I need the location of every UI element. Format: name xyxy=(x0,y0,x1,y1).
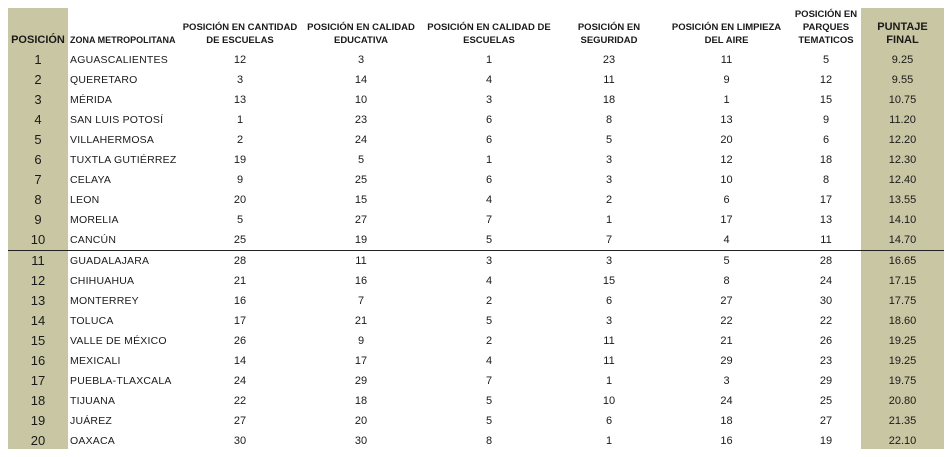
header-security: POSICIÓN EN SEGURIDAD xyxy=(577,22,641,46)
school-quality-cell: 8 xyxy=(485,435,493,447)
theme-parks-cell: 29 xyxy=(819,375,833,387)
table-row xyxy=(8,190,944,210)
security-cell: 15 xyxy=(602,275,616,287)
table-row xyxy=(8,271,944,291)
school-quality-cell: 5 xyxy=(485,415,493,427)
final-score-cell: 17.15 xyxy=(888,275,917,287)
final-score-cell: 17.75 xyxy=(888,295,917,307)
zone-cell: LEON xyxy=(70,194,100,206)
zone-cell: TOLUCA xyxy=(70,315,114,327)
air-cleanliness-cell: 16 xyxy=(720,435,733,447)
table-row xyxy=(8,90,944,110)
zone-cell: AGUASCALIENTES xyxy=(70,54,168,66)
table-row xyxy=(8,110,944,130)
theme-parks-cell: 6 xyxy=(822,134,830,146)
theme-parks-cell: 13 xyxy=(819,214,833,226)
security-cell: 18 xyxy=(602,94,616,106)
security-cell: 5 xyxy=(605,134,613,146)
position-cell: 8 xyxy=(34,192,42,207)
theme-parks-cell: 17 xyxy=(819,194,833,206)
table-row xyxy=(8,291,944,311)
position-cell: 11 xyxy=(31,253,45,268)
position-cell: 16 xyxy=(30,353,46,368)
security-cell: 3 xyxy=(605,315,613,327)
air-cleanliness-cell: 8 xyxy=(723,275,730,287)
schools-quantity-cell: 9 xyxy=(236,174,244,186)
final-score-cell: 21.35 xyxy=(888,415,917,427)
position-cell: 20 xyxy=(30,433,46,448)
educational-quality-cell: 29 xyxy=(354,375,368,387)
school-quality-cell: 1 xyxy=(485,54,493,66)
security-cell: 11 xyxy=(603,355,615,367)
final-score-cell: 22.10 xyxy=(888,435,917,447)
table-row xyxy=(8,311,944,331)
position-cell: 18 xyxy=(30,393,46,408)
final-score-cell: 14.10 xyxy=(888,214,917,226)
schools-quantity-cell: 17 xyxy=(233,315,247,327)
schools-quantity-cell: 27 xyxy=(233,415,247,427)
position-cell: 7 xyxy=(34,172,42,187)
final-score-cell: 18.60 xyxy=(888,315,917,327)
air-cleanliness-cell: 20 xyxy=(720,134,733,146)
air-cleanliness-cell: 21 xyxy=(720,335,733,347)
position-cell: 14 xyxy=(30,313,46,328)
school-quality-cell: 6 xyxy=(485,174,493,186)
zone-cell: TIJUANA xyxy=(70,395,116,407)
security-cell: 11 xyxy=(603,74,615,86)
school-quality-cell: 6 xyxy=(485,114,493,126)
table-row xyxy=(8,251,944,272)
schools-quantity-cell: 1 xyxy=(236,114,244,126)
educational-quality-cell: 10 xyxy=(354,94,368,106)
position-cell: 3 xyxy=(34,92,42,107)
security-cell: 1 xyxy=(605,214,613,226)
position-cell: 9 xyxy=(34,212,42,227)
schools-quantity-cell: 16 xyxy=(233,295,247,307)
educational-quality-cell: 7 xyxy=(357,295,365,307)
final-score-cell: 19.25 xyxy=(888,335,917,347)
table-row xyxy=(8,371,944,391)
zone-cell: JUÁREZ xyxy=(70,415,113,427)
ranking-table xyxy=(8,8,944,451)
security-cell: 3 xyxy=(605,255,613,267)
final-score-cell: 19.75 xyxy=(888,375,917,387)
air-cleanliness-cell: 10 xyxy=(720,174,733,186)
school-quality-cell: 3 xyxy=(485,255,493,267)
zone-cell: TUXTLA GUTIÉRREZ xyxy=(70,154,177,166)
header-theme-parks: POSICIÓN EN PARQUES TEMATICOS xyxy=(794,9,858,46)
theme-parks-cell: 24 xyxy=(819,275,833,287)
air-cleanliness-cell: 6 xyxy=(723,194,730,206)
theme-parks-cell: 18 xyxy=(819,154,833,166)
educational-quality-cell: 21 xyxy=(354,315,368,327)
theme-parks-cell: 19 xyxy=(819,435,833,447)
air-cleanliness-cell: 4 xyxy=(662,230,791,251)
security-cell: 23 xyxy=(602,54,616,66)
security-cell: 3 xyxy=(605,174,613,186)
security-cell: 11 xyxy=(603,335,615,347)
final-score-cell: 12.40 xyxy=(888,174,917,186)
schools-quantity-cell: 14 xyxy=(233,355,247,367)
air-cleanliness-cell: 29 xyxy=(720,355,733,367)
position-cell: 1 xyxy=(34,52,42,67)
final-score-cell: 14.70 xyxy=(861,230,944,251)
school-quality-cell: 2 xyxy=(485,335,493,347)
position-cell: 4 xyxy=(34,112,42,127)
school-quality-cell: 5 xyxy=(485,315,493,327)
theme-parks-cell: 25 xyxy=(819,395,833,407)
security-cell: 1 xyxy=(605,435,613,447)
school-quality-cell: 7 xyxy=(485,214,493,226)
final-score-cell: 12.30 xyxy=(888,154,917,166)
table-row xyxy=(8,331,944,351)
table-row xyxy=(8,170,944,190)
theme-parks-cell: 12 xyxy=(819,74,833,86)
header-schools-quantity: POSICIÓN EN CANTIDAD DE ESCUELAS xyxy=(182,22,298,46)
educational-quality-cell: 15 xyxy=(354,194,368,206)
air-cleanliness-cell: 27 xyxy=(720,295,733,307)
table-row xyxy=(8,411,944,431)
security-cell: 6 xyxy=(605,295,613,307)
table-row xyxy=(8,130,944,150)
position-cell: 12 xyxy=(30,273,46,288)
air-cleanliness-cell: 18 xyxy=(720,415,733,427)
school-quality-cell: 4 xyxy=(485,275,493,287)
air-cleanliness-cell: 1 xyxy=(723,94,730,106)
zone-cell: PUEBLA-TLAXCALA xyxy=(70,375,172,387)
header-position: POSICIÓN xyxy=(11,34,65,46)
school-quality-cell: 4 xyxy=(485,355,493,367)
zone-cell: VALLE DE MÉXICO xyxy=(70,335,167,347)
schools-quantity-cell: 28 xyxy=(233,255,247,267)
security-cell: 10 xyxy=(602,395,616,407)
position-cell: 5 xyxy=(34,132,42,147)
educational-quality-cell: 24 xyxy=(354,134,368,146)
schools-quantity-cell: 5 xyxy=(236,214,244,226)
schools-quantity-cell: 21 xyxy=(233,275,247,287)
air-cleanliness-cell: 9 xyxy=(723,74,730,86)
school-quality-cell: 2 xyxy=(485,295,493,307)
zone-cell: OAXACA xyxy=(70,435,115,447)
zone-cell: VILLAHERMOSA xyxy=(70,134,155,146)
position-cell: 6 xyxy=(34,152,42,167)
final-score-cell: 10.75 xyxy=(888,94,917,106)
zone-cell: CHIHUAHUA xyxy=(70,275,135,287)
schools-quantity-cell: 19 xyxy=(233,154,247,166)
educational-quality-cell: 3 xyxy=(357,54,365,66)
zone-cell: MÉRIDA xyxy=(70,94,113,106)
security-cell: 7 xyxy=(556,230,662,251)
table-row xyxy=(8,351,944,371)
table-row xyxy=(8,391,944,411)
school-quality-cell: 3 xyxy=(485,94,493,106)
zone-cell: QUERETARO xyxy=(70,74,138,86)
final-score-cell: 12.20 xyxy=(888,134,917,146)
theme-parks-cell: 30 xyxy=(819,295,833,307)
air-cleanliness-cell: 22 xyxy=(720,315,733,327)
final-score-cell: 20.80 xyxy=(888,395,917,407)
theme-parks-cell: 15 xyxy=(819,94,833,106)
final-score-cell: 9.55 xyxy=(891,74,914,86)
final-score-cell: 16.65 xyxy=(888,255,917,267)
security-cell: 1 xyxy=(605,375,613,387)
theme-parks-cell: 27 xyxy=(819,415,833,427)
school-quality-cell: 6 xyxy=(485,134,493,146)
educational-quality-cell: 20 xyxy=(354,415,368,427)
table-row xyxy=(8,50,944,70)
header-final-score: PUNTAJE FINAL xyxy=(877,21,928,46)
final-score-cell: 11.20 xyxy=(889,114,916,126)
position-cell: 15 xyxy=(30,333,46,348)
table-row xyxy=(8,230,944,251)
educational-quality-cell: 14 xyxy=(354,74,368,86)
school-quality-cell: 4 xyxy=(485,194,493,206)
schools-quantity-cell: 22 xyxy=(233,395,247,407)
schools-quantity-cell: 12 xyxy=(233,54,247,66)
zone-cell: MORELIA xyxy=(70,214,119,226)
theme-parks-cell: 11 xyxy=(791,230,861,251)
schools-quantity-cell: 3 xyxy=(236,74,244,86)
security-cell: 3 xyxy=(605,154,613,166)
educational-quality-cell: 9 xyxy=(357,335,365,347)
air-cleanliness-cell: 11 xyxy=(720,54,733,66)
zone-cell: GUADALAJARA xyxy=(70,255,150,267)
educational-quality-cell: 5 xyxy=(357,154,365,166)
educational-quality-cell: 23 xyxy=(354,114,368,126)
school-quality-cell: 7 xyxy=(485,375,493,387)
table-body xyxy=(8,50,944,451)
educational-quality-cell: 19 xyxy=(300,230,422,251)
theme-parks-cell: 22 xyxy=(819,315,833,327)
final-score-cell: 9.25 xyxy=(891,54,914,66)
educational-quality-cell: 25 xyxy=(354,174,368,186)
educational-quality-cell: 30 xyxy=(354,435,368,447)
position-cell: 13 xyxy=(30,293,46,308)
air-cleanliness-cell: 24 xyxy=(720,395,733,407)
theme-parks-cell: 5 xyxy=(822,54,830,66)
theme-parks-cell: 23 xyxy=(819,355,833,367)
educational-quality-cell: 27 xyxy=(354,214,368,226)
table-row xyxy=(8,150,944,170)
position-cell: 17 xyxy=(30,373,46,388)
position-cell: 2 xyxy=(34,72,42,87)
air-cleanliness-cell: 12 xyxy=(720,154,733,166)
educational-quality-cell: 11 xyxy=(355,255,367,267)
schools-quantity-cell: 30 xyxy=(233,435,247,447)
schools-quantity-cell: 25 xyxy=(180,230,300,251)
position-cell: 10 xyxy=(8,230,68,251)
schools-quantity-cell: 2 xyxy=(236,134,244,146)
header-educational-quality: POSICIÓN EN CALIDAD EDUCATIVA xyxy=(307,22,415,46)
theme-parks-cell: 28 xyxy=(819,255,833,267)
air-cleanliness-cell: 13 xyxy=(720,114,733,126)
theme-parks-cell: 26 xyxy=(819,335,833,347)
zone-cell: MONTERREY xyxy=(70,295,139,307)
educational-quality-cell: 17 xyxy=(354,355,368,367)
theme-parks-cell: 9 xyxy=(822,114,830,126)
security-cell: 6 xyxy=(605,415,613,427)
air-cleanliness-cell: 17 xyxy=(720,214,733,226)
air-cleanliness-cell: 5 xyxy=(723,255,730,267)
table-row xyxy=(8,70,944,90)
zone-cell: SAN LUIS POTOSÍ xyxy=(70,114,164,126)
schools-quantity-cell: 24 xyxy=(233,375,247,387)
header-school-quality: POSICIÓN EN CALIDAD DE ESCUELAS xyxy=(427,22,551,46)
table-row xyxy=(8,431,944,451)
security-cell: 2 xyxy=(605,194,613,206)
table-row xyxy=(8,210,944,230)
schools-quantity-cell: 13 xyxy=(233,94,247,106)
school-quality-cell: 5 xyxy=(485,395,493,407)
school-quality-cell: 4 xyxy=(485,74,493,86)
header-air-cleanliness: POSICIÓN EN LIMPIEZA DEL AIRE xyxy=(671,22,782,46)
educational-quality-cell: 16 xyxy=(354,275,368,287)
school-quality-cell: 1 xyxy=(485,154,493,166)
position-cell: 19 xyxy=(30,413,46,428)
educational-quality-cell: 18 xyxy=(354,395,368,407)
zone-cell: MEXICALI xyxy=(70,355,121,367)
final-score-cell: 13.55 xyxy=(888,194,917,206)
schools-quantity-cell: 26 xyxy=(233,335,247,347)
header-zone: ZONA METROPOLITANA xyxy=(70,35,176,45)
zone-cell: CELAYA xyxy=(70,174,112,186)
air-cleanliness-cell: 3 xyxy=(723,375,730,387)
header-row xyxy=(8,8,944,50)
school-quality-cell: 5 xyxy=(422,230,556,251)
theme-parks-cell: 8 xyxy=(822,174,830,186)
zone-cell: CANCÚN xyxy=(68,230,180,251)
schools-quantity-cell: 20 xyxy=(233,194,247,206)
final-score-cell: 19.25 xyxy=(888,355,917,367)
security-cell: 8 xyxy=(605,114,613,126)
